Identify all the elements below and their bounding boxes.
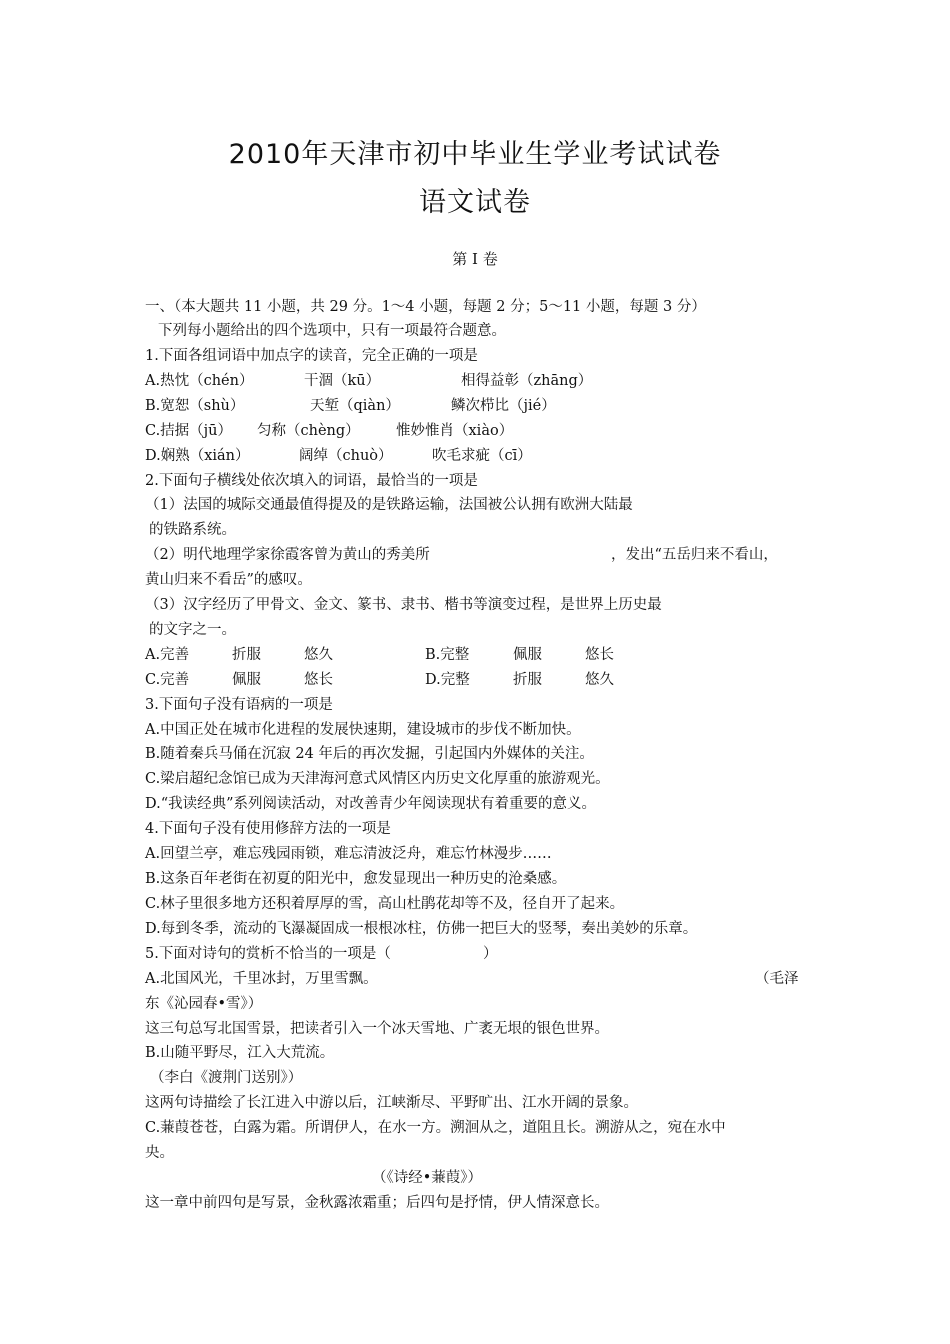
q3-option-b: B.随着秦兵马俑在沉寂 24 年后的再次发掘，引起国内外媒体的关注。 — [145, 746, 594, 762]
q5-stem-end: ） — [483, 946, 498, 962]
q2-d-1: D.完整 — [425, 672, 470, 688]
volume-label: 第 I 卷 — [452, 250, 498, 268]
q4-stem: 4.下面句子没有使用修辞方法的一项是 — [145, 821, 391, 837]
q1-c-word2: 匀称（chèng） — [257, 423, 360, 439]
q2-sentence3-end: 的文字之一。 — [149, 622, 236, 638]
q2-a-1: A.完善 — [145, 647, 190, 663]
q1-c-word3: 惟妙惟肖（xiào） — [396, 423, 514, 439]
q1-a-word2: 干涸（kū） — [304, 373, 381, 389]
q2-d-2: 折服 — [513, 672, 542, 688]
q1-option-d — [145, 446, 805, 466]
q1-b-word1: B.宽恕（shù） — [145, 398, 245, 414]
q5-option-c-end: 央。 — [145, 1145, 174, 1161]
q5-a-analysis: 这三句总写北国雪景，把读者引入一个冰天雪地、广袤无垠的银色世界。 — [145, 1021, 609, 1037]
q1-d-word2: 阔绰（chuò） — [299, 448, 393, 464]
q1-a-word3: 相得益彰（zhāng） — [461, 373, 593, 389]
q5-stem-line — [145, 944, 645, 964]
q5-option-b: B.山随平野尽，江入大荒流。 — [145, 1045, 335, 1061]
q2-sentence1-end: 的铁路系统。 — [149, 522, 236, 538]
q1-option-a — [145, 371, 805, 391]
q2-b-1: B.完整 — [425, 647, 470, 663]
q5-b-analysis: 这两句诗描绘了长江进入中游以后，江峡渐尽、平野旷出、江水开阔的景象。 — [145, 1095, 638, 1111]
q2-sentence2-start: （2）明代地理学家徐霞客曾为黄山的秀美所 — [145, 547, 430, 563]
q1-c-word1: C.拮据（jū） — [145, 423, 233, 439]
q4-option-a: A.回望兰亭，难忘残园雨锁，难忘清波泛舟，难忘竹林漫步…… — [145, 846, 552, 862]
q2-options-cd — [145, 670, 805, 690]
q1-option-b — [145, 396, 805, 416]
q1-b-word2: 天堑（qiàn） — [310, 398, 400, 414]
exam-title: 2010年天津市初中毕业生学业考试试卷 — [228, 139, 722, 170]
q1-d-word1: D.娴熟（xián） — [145, 448, 250, 464]
q2-d-3: 悠久 — [585, 672, 614, 688]
q2-sentence2-end: 黄山归来不看岳”的感叹。 — [145, 572, 312, 588]
q1-d-word3: 吹毛求疵（cī） — [432, 448, 532, 464]
q2-options-ab — [145, 645, 805, 665]
q2-b-3: 悠长 — [585, 647, 614, 663]
q5-c-source: （《诗经•蒹葭》） — [372, 1170, 483, 1186]
q5-a-source-end: 东《沁园春•雪》） — [145, 996, 263, 1012]
exam-subtitle: 语文试卷 — [419, 187, 531, 218]
q2-c-3: 悠长 — [304, 672, 333, 688]
q5-option-a: A.北国风光，千里冰封，万里雪飘。 — [145, 971, 378, 987]
q2-sentence2 — [145, 545, 805, 565]
q2-sentence2-mid: ，发出“五岳归来不看山， — [611, 547, 778, 563]
q2-c-1: C.完善 — [145, 672, 190, 688]
q2-sentence1: （1）法国的城际交通最值得提及的是铁路运输，法国被公认拥有欧洲大陆最 — [145, 497, 633, 513]
q2-a-2: 折服 — [232, 647, 261, 663]
q2-b-2: 佩服 — [513, 647, 542, 663]
q1-b-word3: 鳞次栉比（jié） — [451, 398, 556, 414]
q4-option-c: C.林子里很多地方还积着厚厚的雪，高山杜鹃花却等不及，径自开了起来。 — [145, 896, 625, 912]
q3-option-c: C.梁启超纪念馆已成为天津海河意式风情区内历史文化厚重的旅游观光。 — [145, 771, 610, 787]
q1-option-c — [145, 421, 805, 441]
q3-option-a: A.中国正处在城市化进程的发展快速期，建设城市的步伐不断加快。 — [145, 722, 581, 738]
q1-stem: 1.下面各组词语中加点字的读音，完全正确的一项是 — [145, 348, 478, 364]
section-instruction: 下列每小题给出的四个选项中，只有一项最符合题意。 — [158, 323, 506, 339]
q1-a-word1: A.热忱（chén） — [145, 373, 254, 389]
q5-option-a-line — [145, 969, 805, 989]
q3-option-d: D.“我读经典”系列阅读活动，对改善青少年阅读现状有着重要的意义。 — [145, 796, 597, 812]
q5-option-c: C.蒹葭苍苍，白露为霜。所谓伊人，在水一方。溯洄从之，道阻且长。溯游从之，宛在水中 — [145, 1120, 726, 1136]
q5-a-source-start: （毛泽 — [755, 971, 799, 987]
q5-b-source: （李白《渡荆门送别》） — [150, 1070, 303, 1086]
q2-c-2: 佩服 — [232, 672, 261, 688]
q2-sentence3: （3）汉字经历了甲骨文、金文、篆书、隶书、楷书等演变过程，是世界上历史最 — [145, 597, 662, 613]
q2-stem: 2.下面句子横线处依次填入的词语，最恰当的一项是 — [145, 473, 478, 489]
q5-c-analysis: 这一章中前四句是写景，金秋露浓霜重；后四句是抒情，伊人情深意长。 — [145, 1195, 609, 1211]
q5-stem: 5.下面对诗句的赏析不恰当的一项是（ — [145, 946, 391, 962]
q2-a-3: 悠久 — [304, 647, 333, 663]
q3-stem: 3.下面句子没有语病的一项是 — [145, 697, 333, 713]
q4-option-b: B.这条百年老街在初夏的阳光中，愈发显现出一种历史的沧桑感。 — [145, 871, 567, 887]
section-heading: 一、（本大题共 11 小题，共 29 分。1～4 小题，每题 2 分；5～11 小题，每题 3 分） — [145, 299, 706, 315]
q4-option-d: D.每到冬季，流动的飞瀑凝固成一根根冰柱，仿佛一把巨大的竖琴，奏出美妙的乐章。 — [145, 921, 698, 937]
